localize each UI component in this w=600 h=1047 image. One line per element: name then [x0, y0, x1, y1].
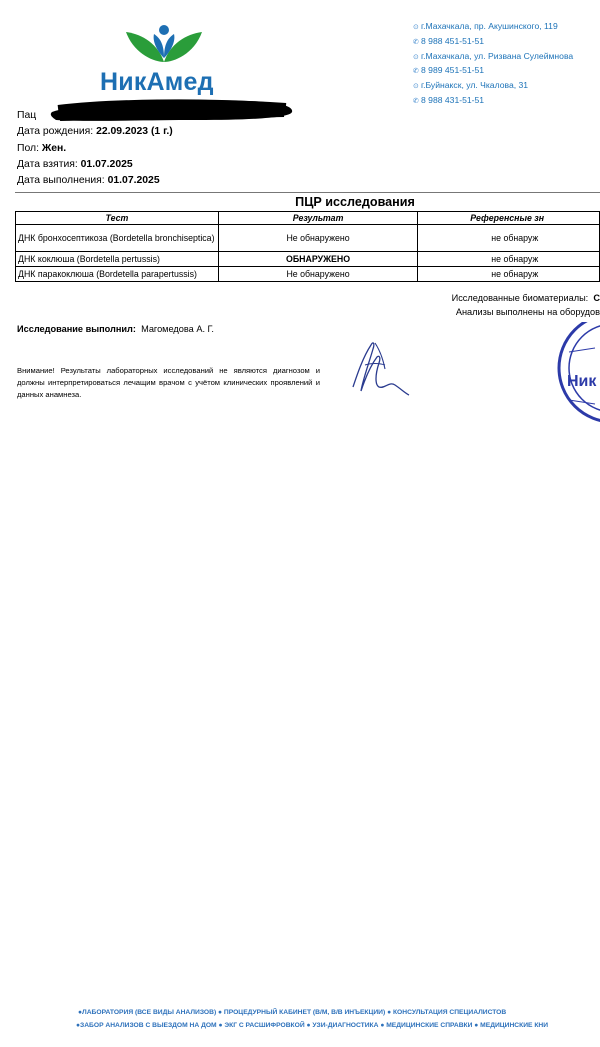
report-title: ПЦР исследования — [295, 195, 415, 209]
location-pin-icon: ⊙ — [413, 83, 419, 91]
column-header-test: Тест — [16, 212, 219, 225]
phone-icon: ✆ — [413, 68, 419, 76]
column-header-reference: Референсные зн — [418, 212, 600, 225]
warning-note: Внимание! Результаты лабораторных исследований не являются диагнозом и должны интерпретироваться лечащим врачом с учётом клинических проявлений и данных анамнеза. — [17, 366, 320, 399]
contact-row: ⊙ г.Махачкала, ул. Ризвана Сулеймнова — [413, 50, 600, 65]
test-name-cell: ДНК бронхосептикоза (Bordetella bronchiseptica) — [16, 225, 219, 252]
contact-row: ✆ 8 988 431-51-51 — [413, 94, 600, 109]
result-cell: Не обнаружено — [218, 225, 417, 252]
reference-cell: не обнаруж — [418, 252, 600, 267]
footer-services — [78, 1007, 600, 1032]
sex-line: Пол: Жен. — [17, 142, 67, 154]
brand-name: НикАмед — [100, 68, 214, 96]
phone-icon: ✆ — [413, 38, 419, 46]
clinic-logo — [100, 18, 235, 100]
results-table — [15, 211, 600, 282]
biomaterials-info — [300, 291, 600, 319]
result-cell: Не обнаружено — [218, 267, 417, 282]
stamp-text: Ник — [567, 373, 597, 390]
test-name-cell: ДНК паракоклюша (Bordetella parapertussis) — [16, 267, 219, 282]
reference-cell: не обнаруж — [418, 267, 600, 282]
leaves-logo-icon — [124, 22, 204, 68]
table-row — [16, 225, 600, 252]
table-row — [16, 252, 600, 267]
contact-row: ⊙ г.Махачкала, пр. Акушинского, 119 — [413, 20, 600, 35]
patient-name-line: Пац — [17, 110, 37, 121]
table-header-row — [16, 212, 600, 225]
contact-row: ✆ 8 988 451-51-51 — [413, 35, 600, 50]
test-name-cell: ДНК коклюша (Bordetella pertussis) — [16, 252, 219, 267]
contact-row: ✆ 8 989 451-51-51 — [413, 64, 600, 79]
performed-by: Исследование выполнил: Магомедова А. Г. — [17, 324, 214, 334]
location-pin-icon: ⊙ — [413, 24, 419, 31]
reference-cell: не обнаруж — [418, 225, 600, 252]
phone-icon: ✆ — [413, 97, 419, 105]
footer-line-2: ●ЗАБОР АНАЛИЗОВ С ВЫЕЗДОМ НА ДОМ ● ЭКГ С РАСШИФРОВКОЙ ● УЗИ-ДИАГНОСТИКА ● МЕДИЦИНСКИЕ СПРАВКИ ● МЕДИЦИНСКИЕ КНИ — [76, 1021, 549, 1029]
signature-image — [345, 335, 415, 401]
location-pin-icon: ⊙ — [413, 53, 419, 61]
clinic-stamp — [555, 322, 600, 442]
section-divider — [15, 192, 600, 193]
equipment-line: Анализы выполнены на оборудов — [455, 307, 600, 317]
footer-line-1: ●ЛАБОРАТОРИЯ (ВСЕ ВИДЫ АНАЛИЗОВ) ● ПРОЦЕДУРНЫЙ КАБИНЕТ (В/М, В/В ИНЪЕКЦИИ) ● КОНСУЛЬТАЦИЯ СПЕЦИАЛИСТОВ — [78, 1009, 507, 1016]
column-header-result: Результат — [218, 212, 417, 225]
redaction-scribble — [48, 96, 296, 126]
done-date-line: Дата выполнения: 01.07.2025 — [17, 175, 160, 187]
contact-row: ⊙ г.Буйнакск, ул. Чкалова, 31 — [413, 79, 600, 94]
biomaterials-line: Исследованные биоматериалы: С — [451, 293, 600, 303]
table-row — [16, 267, 600, 282]
result-cell: ОБНАРУЖЕНО — [218, 252, 417, 267]
contacts-block — [413, 20, 600, 109]
taken-date-line: Дата взятия: 01.07.2025 — [17, 158, 133, 170]
birth-date-line: Дата рождения: 22.09.2023 (1 г.) — [17, 126, 173, 138]
